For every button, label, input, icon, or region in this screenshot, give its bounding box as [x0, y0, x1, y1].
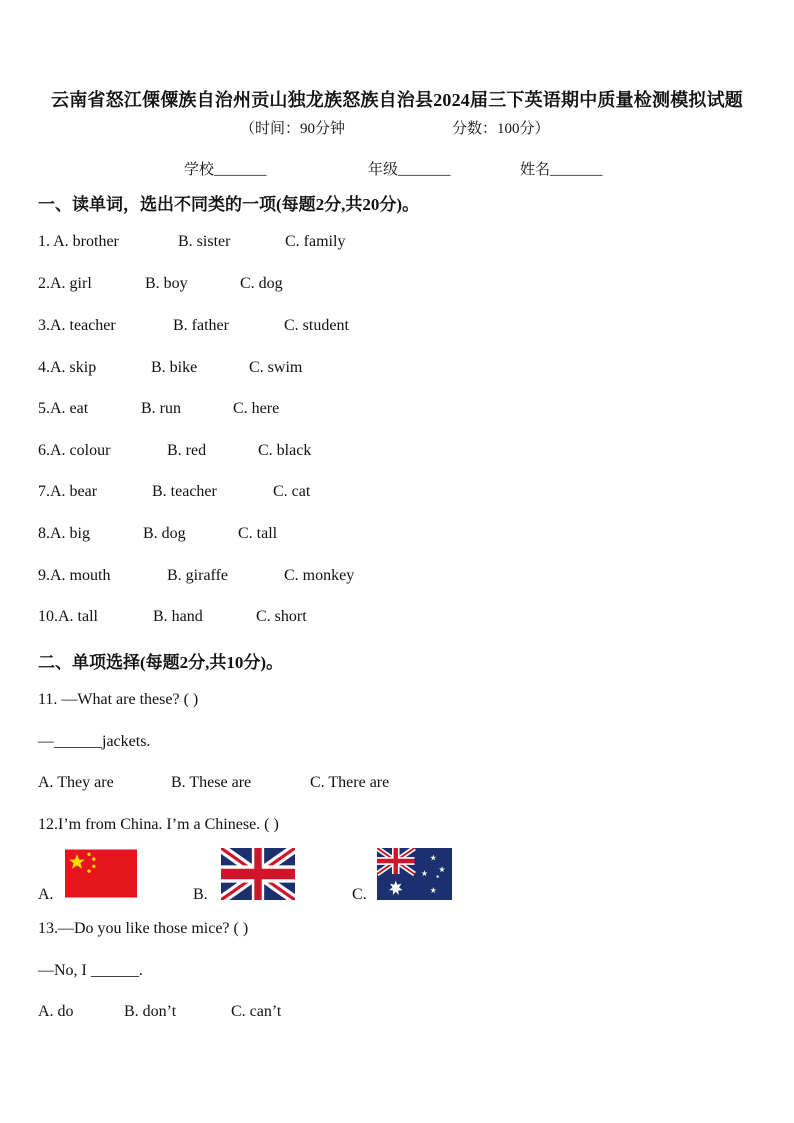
uk-flag-icon [221, 848, 295, 900]
question-11: 11. —What are these? ( ) [38, 691, 199, 708]
section1-heading: 一、读单词，选出不同类的一项(每题2分,共20分)。 [38, 195, 420, 214]
list-item: 10.A. tall [38, 608, 98, 625]
option-c: C. black [258, 442, 312, 459]
option-a: A. [38, 886, 54, 903]
option-b: B. run [141, 400, 181, 417]
option-b: B. teacher [152, 483, 217, 500]
option-b: B. red [167, 442, 207, 459]
option-b: B. sister [178, 233, 231, 250]
option-c: C. monkey [284, 567, 355, 584]
grade-field: 年级_______ [368, 162, 451, 178]
option-c: C. tall [238, 525, 278, 542]
option-b: B. hand [153, 608, 203, 625]
option-a: A. do [38, 1003, 74, 1020]
option-b: B. These are [171, 774, 252, 791]
option-c: C. can’t [231, 1003, 282, 1020]
list-item: 3.A. teacher [38, 317, 116, 334]
option-b: B. dog [143, 525, 186, 542]
option-c: C. There are [310, 774, 390, 791]
option-a: A. They are [38, 774, 114, 791]
list-item: 7.A. bear [38, 483, 98, 500]
option-c: C. family [285, 233, 346, 250]
australia-flag-icon [377, 848, 452, 900]
option-c: C. [352, 886, 367, 903]
option-c: C. cat [273, 483, 311, 500]
answer-11: —______jackets. [38, 733, 151, 750]
question-13: 13.—Do you like those mice? ( ) [38, 920, 249, 937]
option-c: C. student [284, 317, 349, 334]
option-b: B. bike [151, 359, 198, 376]
option-c: C. here [233, 400, 280, 417]
china-flag-icon [65, 847, 137, 900]
section2-heading: 二、单项选择(每题2分,共10分)。 [38, 653, 284, 672]
list-item: 6.A. colour [38, 442, 111, 459]
option-b: B. don’t [124, 1003, 177, 1020]
list-item: 5.A. eat [38, 400, 89, 417]
name-field: 姓名_______ [520, 162, 603, 178]
option-c: C. short [256, 608, 307, 625]
list-item: 4.A. skip [38, 359, 97, 376]
list-item: 9.A. mouth [38, 567, 111, 584]
option-c: C. dog [240, 275, 283, 292]
school-field: 学校_______ [184, 162, 267, 178]
exam-time: （时间：90分钟 [240, 121, 346, 137]
page-title: 云南省怒江傈僳族自治州贡山独龙族怒族自治县2024届三下英语期中质量检测模拟试题 [51, 90, 743, 110]
question-12: 12.I’m from China. I’m a Chinese. ( ) [38, 816, 279, 833]
option-b: B. giraffe [167, 567, 229, 584]
list-item: 2.A. girl [38, 275, 92, 292]
option-b: B. [193, 886, 208, 903]
answer-13: —No, I ______. [38, 962, 143, 979]
exam-score: 分数：100分） [452, 121, 550, 137]
option-c: C. swim [249, 359, 303, 376]
list-item: 8.A. big [38, 525, 90, 542]
list-item: 1. A. brother [38, 233, 119, 250]
option-b: B. father [173, 317, 229, 334]
option-b: B. boy [145, 275, 188, 292]
